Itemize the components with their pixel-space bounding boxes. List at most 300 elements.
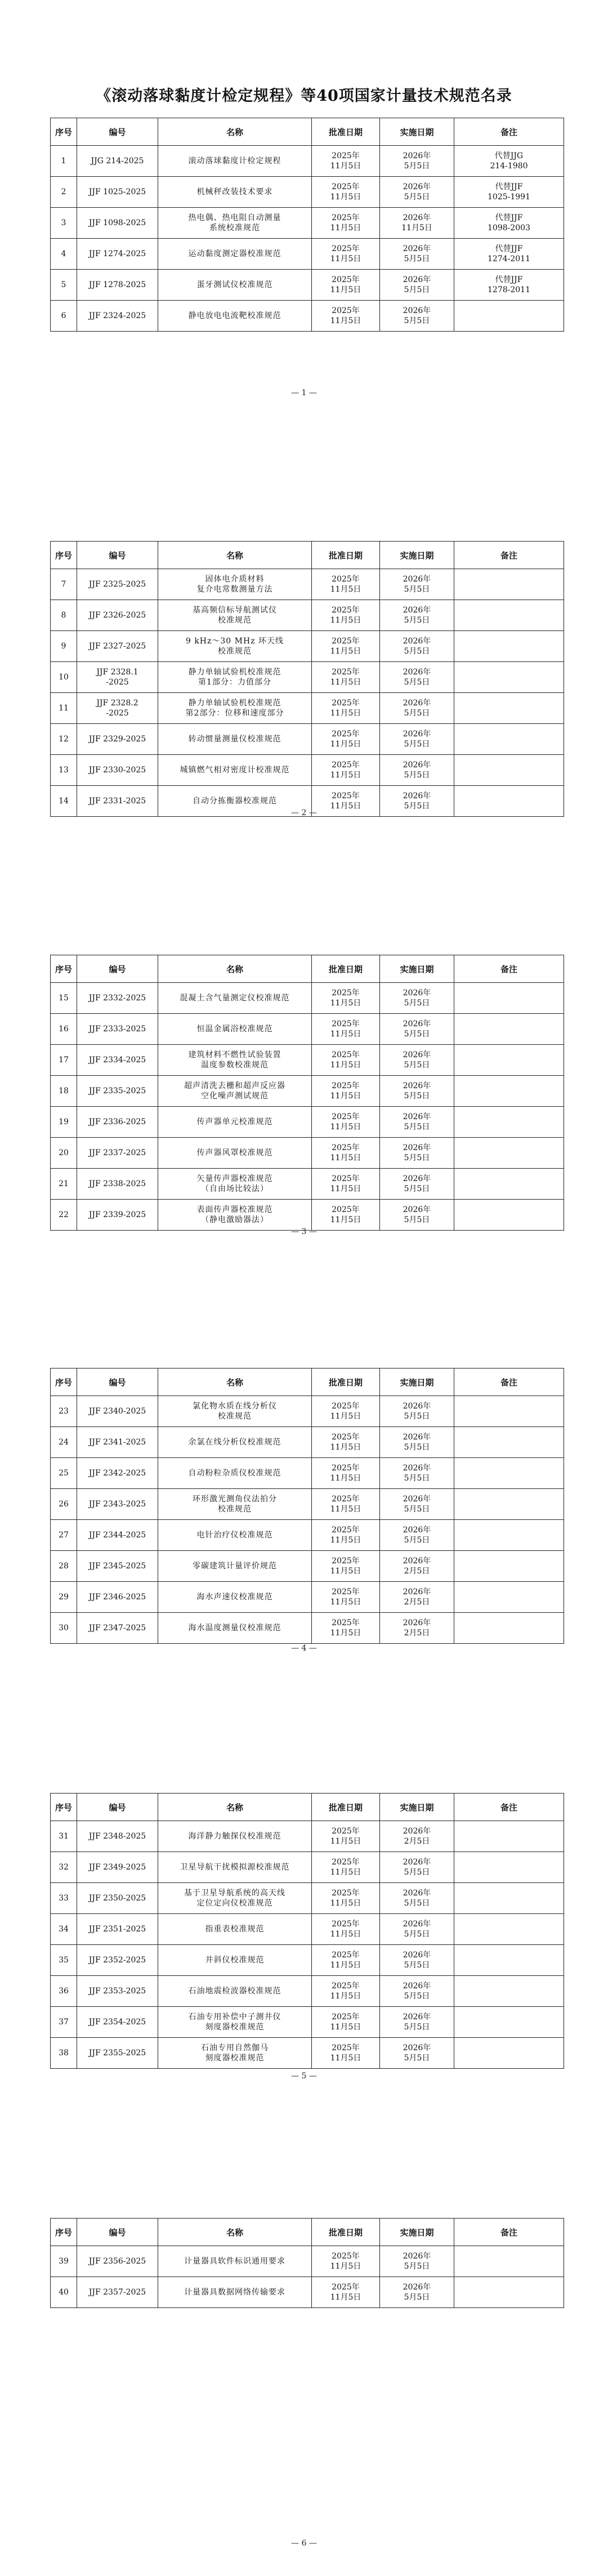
document-title: 《滚动落球黏度计检定规程》等40项国家计量技术规范名录: [96, 87, 512, 105]
cell-approve-date: 2025年 11月5日: [312, 1551, 380, 1582]
cell-name: 井斜仪校准规范: [158, 1945, 312, 1976]
cell-implement-date: 2026年 5月5日: [380, 1014, 454, 1045]
cell-implement-date: 2026年 5月5日: [380, 1852, 454, 1883]
cell-implement-date: 2026年 5月5日: [380, 1489, 454, 1520]
cell-name: 基高频信标导航测试仪 校准规范: [158, 600, 312, 631]
cell-name: 石油专用补偿中子测井仪 刻度器校准规范: [158, 2007, 312, 2038]
cell-idx: 38: [51, 2038, 77, 2069]
cell-idx: 14: [51, 786, 77, 817]
cell-implement-date: 2026年 11月5日: [380, 208, 454, 239]
cell-note: [454, 631, 564, 662]
cell-approve-date: 2025年 11月5日: [312, 239, 380, 270]
cell-note: [454, 693, 564, 724]
header-idx: 序号: [51, 1794, 77, 1821]
cell-name: 转动惯量测量仪校准规范: [158, 724, 312, 755]
cell-code: JJF 2338-2025: [77, 1169, 158, 1200]
cell-idx: 34: [51, 1914, 77, 1945]
cell-idx: 10: [51, 662, 77, 693]
table-row: [51, 2277, 564, 2308]
cell-code: JJF 2344-2025: [77, 1520, 158, 1551]
table-header-row: [51, 1794, 564, 1821]
cell-name: 计量器具数据网络传输要求: [158, 2277, 312, 2308]
cell-implement-date: 2026年 5月5日: [380, 1427, 454, 1458]
cell-name: 热电偶、热电阻自动测量 系统校准规范: [158, 208, 312, 239]
cell-name: 静电放电电流靶校准规范: [158, 301, 312, 332]
cell-idx: 24: [51, 1427, 77, 1458]
header-note: 备注: [454, 955, 564, 983]
header-approve-date: 批准日期: [312, 955, 380, 983]
cell-note: [454, 569, 564, 600]
catalog-table: [50, 118, 564, 332]
cell-approve-date: 2025年 11月5日: [312, 2007, 380, 2038]
cell-name: 静力单轴试验机校准规范 第1部分：力值部分: [158, 662, 312, 693]
cell-note: [454, 1551, 564, 1582]
cell-code: JJF 2327-2025: [77, 631, 158, 662]
cell-name: 电针治疗仪校准规范: [158, 1520, 312, 1551]
cell-code: JJF 2347-2025: [77, 1613, 158, 1644]
table-row: [51, 1427, 564, 1458]
cell-implement-date: 2026年 5月5日: [380, 2277, 454, 2308]
table-row: [51, 1169, 564, 1200]
cell-approve-date: 2025年 11月5日: [312, 301, 380, 332]
header-name: 名称: [158, 2219, 312, 2246]
cell-note: [454, 724, 564, 755]
cell-code: JJF 2326-2025: [77, 600, 158, 631]
cell-approve-date: 2025年 11月5日: [312, 1489, 380, 1520]
cell-approve-date: 2025年 11月5日: [312, 1852, 380, 1883]
cell-implement-date: 2026年 5月5日: [380, 2007, 454, 2038]
cell-note: [454, 1914, 564, 1945]
cell-name: 滚动落球黏度计检定规程: [158, 146, 312, 177]
table-row: [51, 662, 564, 693]
cell-implement-date: 2026年 5月5日: [380, 1914, 454, 1945]
cell-implement-date: 2026年 5月5日: [380, 1138, 454, 1169]
cell-idx: 28: [51, 1551, 77, 1582]
cell-note: [454, 301, 564, 332]
cell-name: 基于卫星导航系统的高天线 定位定向仪校准规范: [158, 1883, 312, 1914]
cell-idx: 7: [51, 569, 77, 600]
cell-implement-date: 2026年 5月5日: [380, 1396, 454, 1427]
header-name: 名称: [158, 542, 312, 569]
cell-note: [454, 1045, 564, 1076]
cell-code: JJF 2329-2025: [77, 724, 158, 755]
cell-approve-date: 2025年 11月5日: [312, 631, 380, 662]
header-code: 编号: [77, 542, 158, 569]
cell-code: JJF 2340-2025: [77, 1396, 158, 1427]
cell-code: JJF 2341-2025: [77, 1427, 158, 1458]
header-code: 编号: [77, 1794, 158, 1821]
cell-approve-date: 2025年 11月5日: [312, 1520, 380, 1551]
cell-code: JJG 214-2025: [77, 146, 158, 177]
cell-approve-date: 2025年 11月5日: [312, 1169, 380, 1200]
table-header-row: [51, 118, 564, 146]
cell-implement-date: 2026年 5月5日: [380, 146, 454, 177]
cell-implement-date: 2026年 5月5日: [380, 631, 454, 662]
cell-name: 固体电介质材料 复介电常数测量方法: [158, 569, 312, 600]
cell-implement-date: 2026年 5月5日: [380, 1945, 454, 1976]
cell-approve-date: 2025年 11月5日: [312, 177, 380, 208]
cell-approve-date: 2025年 11月5日: [312, 569, 380, 600]
cell-name: 机械秤改装技术要求: [158, 177, 312, 208]
table-row: [51, 600, 564, 631]
cell-idx: 13: [51, 755, 77, 786]
table-row: [51, 1945, 564, 1976]
table-row: [51, 1821, 564, 1852]
cell-note: [454, 2277, 564, 2308]
table-row: [51, 301, 564, 332]
header-note: 备注: [454, 542, 564, 569]
cell-code: JJF 2335-2025: [77, 1076, 158, 1107]
cell-implement-date: 2026年 2月5日: [380, 1582, 454, 1613]
cell-approve-date: 2025年 11月5日: [312, 1914, 380, 1945]
cell-name: 零碳建筑计量评价规范: [158, 1551, 312, 1582]
cell-note: [454, 2038, 564, 2069]
cell-idx: 22: [51, 1200, 77, 1231]
cell-name: 自动粉粒杂质仪校准规范: [158, 1458, 312, 1489]
cell-idx: 40: [51, 2277, 77, 2308]
cell-name: 超声清洗去栅和超声反应器 空化噪声测试规范: [158, 1076, 312, 1107]
cell-approve-date: 2025年 11月5日: [312, 1138, 380, 1169]
cell-note: [454, 1852, 564, 1883]
cell-code: JJF 2355-2025: [77, 2038, 158, 2069]
cell-name: 自动分拣衡器校准规范: [158, 786, 312, 817]
cell-code: JJF 2345-2025: [77, 1551, 158, 1582]
cell-name: 恒温金属浴校准规范: [158, 1014, 312, 1045]
cell-code: JJF 2334-2025: [77, 1045, 158, 1076]
cell-name: 城镇燃气相对密度计校准规范: [158, 755, 312, 786]
cell-name: 环形激光测角仪法拍分 校准规范: [158, 1489, 312, 1520]
cell-implement-date: 2026年 5月5日: [380, 600, 454, 631]
header-implement-date: 实施日期: [380, 1794, 454, 1821]
cell-idx: 37: [51, 2007, 77, 2038]
cell-code: JJF 2350-2025: [77, 1883, 158, 1914]
cell-code: JJF 2342-2025: [77, 1458, 158, 1489]
header-code: 编号: [77, 2219, 158, 2246]
cell-implement-date: 2026年 5月5日: [380, 786, 454, 817]
cell-implement-date: 2026年 5月5日: [380, 2038, 454, 2069]
cell-idx: 11: [51, 693, 77, 724]
catalog-table-page: [50, 541, 564, 817]
cell-implement-date: 2026年 2月5日: [380, 1551, 454, 1582]
cell-note: 代替JJF 1098-2003: [454, 208, 564, 239]
cell-note: [454, 2007, 564, 2038]
cell-approve-date: 2025年 11月5日: [312, 1014, 380, 1045]
cell-implement-date: 2026年 2月5日: [380, 1821, 454, 1852]
cell-note: [454, 1520, 564, 1551]
cell-code: JJF 2349-2025: [77, 1852, 158, 1883]
cell-idx: 15: [51, 983, 77, 1014]
table-header-row: [51, 2219, 564, 2246]
header-name: 名称: [158, 1368, 312, 1396]
table-row: [51, 1852, 564, 1883]
table-row: [51, 631, 564, 662]
cell-name: 石油地震检波器校准规范: [158, 1976, 312, 2007]
cell-idx: 39: [51, 2246, 77, 2277]
cell-name: 矢量传声器校准规范 （自由场比较法）: [158, 1169, 312, 1200]
header-code: 编号: [77, 955, 158, 983]
cell-note: [454, 1200, 564, 1231]
cell-name: 9 kHz～30 MHz 环天线 校准规范: [158, 631, 312, 662]
catalog-table-page: [50, 955, 564, 1231]
header-name: 名称: [158, 1794, 312, 1821]
cell-code: JJF 2343-2025: [77, 1489, 158, 1520]
table-header-row: [51, 1368, 564, 1396]
cell-implement-date: 2026年 5月5日: [380, 1520, 454, 1551]
cell-name: 蛋牙测试仪校准规范: [158, 270, 312, 301]
header-name: 名称: [158, 955, 312, 983]
page-number: — 6 —: [291, 2539, 317, 2548]
table-row: [51, 1914, 564, 1945]
cell-approve-date: 2025年 11月5日: [312, 208, 380, 239]
cell-note: [454, 1107, 564, 1138]
cell-idx: 4: [51, 239, 77, 270]
cell-implement-date: 2026年 5月5日: [380, 983, 454, 1014]
page-number: — 4 —: [291, 1644, 317, 1653]
cell-note: [454, 1138, 564, 1169]
header-approve-date: 批准日期: [312, 542, 380, 569]
cell-note: [454, 1883, 564, 1914]
cell-name: 海水声速仪校准规范: [158, 1582, 312, 1613]
cell-name: 静力单轴试验机校准规范 第2部分：位移和速度部分: [158, 693, 312, 724]
cell-approve-date: 2025年 11月5日: [312, 662, 380, 693]
header-idx: 序号: [51, 955, 77, 983]
cell-approve-date: 2025年 11月5日: [312, 1821, 380, 1852]
cell-approve-date: 2025年 11月5日: [312, 1976, 380, 2007]
cell-code: JJF 2337-2025: [77, 1138, 158, 1169]
cell-implement-date: 2026年 5月5日: [380, 270, 454, 301]
catalog-table-page: [50, 2218, 564, 2308]
cell-name: 传声器单元校准规范: [158, 1107, 312, 1138]
table-row: [51, 1138, 564, 1169]
table-row: [51, 1520, 564, 1551]
cell-idx: 29: [51, 1582, 77, 1613]
cell-approve-date: 2025年 11月5日: [312, 1396, 380, 1427]
cell-implement-date: 2026年 5月5日: [380, 755, 454, 786]
cell-idx: 27: [51, 1520, 77, 1551]
cell-code: JJF 1274-2025: [77, 239, 158, 270]
table-row: [51, 2007, 564, 2038]
cell-idx: 30: [51, 1613, 77, 1644]
table-row: [51, 1200, 564, 1231]
cell-idx: 16: [51, 1014, 77, 1045]
cell-note: 代替JJF 1278-2011: [454, 270, 564, 301]
cell-approve-date: 2025年 11月5日: [312, 1107, 380, 1138]
cell-approve-date: 2025年 11月5日: [312, 724, 380, 755]
cell-approve-date: 2025年 11月5日: [312, 2038, 380, 2069]
cell-approve-date: 2025年 11月5日: [312, 983, 380, 1014]
cell-code: JJF 2354-2025: [77, 2007, 158, 2038]
table-row: [51, 569, 564, 600]
table-row: [51, 1396, 564, 1427]
cell-note: [454, 1014, 564, 1045]
cell-note: [454, 1076, 564, 1107]
cell-idx: 32: [51, 1852, 77, 1883]
cell-implement-date: 2026年 5月5日: [380, 693, 454, 724]
cell-note: 代替JJG 214-1980: [454, 146, 564, 177]
cell-code: JJF 1278-2025: [77, 270, 158, 301]
cell-code: JJF 2331-2025: [77, 786, 158, 817]
cell-code: JJF 2336-2025: [77, 1107, 158, 1138]
cell-code: JJF 2352-2025: [77, 1945, 158, 1976]
page-number: — 1 —: [291, 388, 317, 397]
cell-code: JJF 1098-2025: [77, 208, 158, 239]
header-idx: 序号: [51, 118, 77, 146]
table-row: [51, 1976, 564, 2007]
cell-approve-date: 2025年 11月5日: [312, 2277, 380, 2308]
cell-code: JJF 2356-2025: [77, 2246, 158, 2277]
cell-idx: 9: [51, 631, 77, 662]
cell-note: [454, 1582, 564, 1613]
header-implement-date: 实施日期: [380, 1368, 454, 1396]
header-note: 备注: [454, 1794, 564, 1821]
cell-code: JJF 2348-2025: [77, 1821, 158, 1852]
table-row: [51, 693, 564, 724]
cell-note: 代替JJF 1274-2011: [454, 239, 564, 270]
table-header-row: [51, 955, 564, 983]
cell-code: JJF 2324-2025: [77, 301, 158, 332]
cell-approve-date: 2025年 11月5日: [312, 270, 380, 301]
cell-idx: 36: [51, 1976, 77, 2007]
cell-code: JJF 2332-2025: [77, 983, 158, 1014]
catalog-table: [50, 1793, 564, 2069]
table-row: [51, 2038, 564, 2069]
cell-code: JJF 2328.1 -2025: [77, 662, 158, 693]
cell-idx: 33: [51, 1883, 77, 1914]
cell-implement-date: 2026年 5月5日: [380, 662, 454, 693]
cell-implement-date: 2026年 5月5日: [380, 301, 454, 332]
catalog-table-page: [50, 118, 564, 332]
cell-name: 运动黏度测定器校准规范: [158, 239, 312, 270]
cell-approve-date: 2025年 11月5日: [312, 1945, 380, 1976]
header-approve-date: 批准日期: [312, 1368, 380, 1396]
cell-idx: 31: [51, 1821, 77, 1852]
page-number: — 5 —: [291, 2072, 317, 2081]
cell-code: JJF 1025-2025: [77, 177, 158, 208]
table-row: [51, 239, 564, 270]
table-row: [51, 1582, 564, 1613]
table-row: [51, 1489, 564, 1520]
table-row: [51, 1107, 564, 1138]
cell-code: JJF 2353-2025: [77, 1976, 158, 2007]
cell-implement-date: 2026年 5月5日: [380, 1107, 454, 1138]
table-row: [51, 146, 564, 177]
cell-name: 表面传声器校准规范 （静电激励器法）: [158, 1200, 312, 1231]
header-approve-date: 批准日期: [312, 2219, 380, 2246]
cell-implement-date: 2026年 5月5日: [380, 569, 454, 600]
cell-note: [454, 1489, 564, 1520]
header-note: 备注: [454, 2219, 564, 2246]
cell-idx: 19: [51, 1107, 77, 1138]
cell-note: [454, 1396, 564, 1427]
header-note: 备注: [454, 118, 564, 146]
cell-implement-date: 2026年 5月5日: [380, 1045, 454, 1076]
cell-implement-date: 2026年 2月5日: [380, 1613, 454, 1644]
cell-approve-date: 2025年 11月5日: [312, 1045, 380, 1076]
cell-idx: 2: [51, 177, 77, 208]
cell-idx: 23: [51, 1396, 77, 1427]
cell-note: [454, 983, 564, 1014]
table-row: [51, 983, 564, 1014]
cell-implement-date: 2026年 5月5日: [380, 239, 454, 270]
cell-implement-date: 2026年 5月5日: [380, 1458, 454, 1489]
header-implement-date: 实施日期: [380, 542, 454, 569]
cell-code: JJF 2346-2025: [77, 1582, 158, 1613]
cell-approve-date: 2025年 11月5日: [312, 600, 380, 631]
cell-implement-date: 2026年 5月5日: [380, 1976, 454, 2007]
cell-approve-date: 2025年 11月5日: [312, 1458, 380, 1489]
cell-note: [454, 600, 564, 631]
cell-code: JJF 2325-2025: [77, 569, 158, 600]
cell-name: 混凝土含气量测定仪校准规范: [158, 983, 312, 1014]
cell-implement-date: 2026年 5月5日: [380, 1200, 454, 1231]
cell-code: JJF 2330-2025: [77, 755, 158, 786]
cell-approve-date: 2025年 11月5日: [312, 1076, 380, 1107]
cell-approve-date: 2025年 11月5日: [312, 1582, 380, 1613]
cell-name: 指重表校准规范: [158, 1914, 312, 1945]
cell-note: [454, 1427, 564, 1458]
cell-name: 卫星导航干扰模拟源校准规范: [158, 1852, 312, 1883]
header-approve-date: 批准日期: [312, 118, 380, 146]
catalog-table: [50, 541, 564, 817]
cell-name: 海水温度测量仪校准规范: [158, 1613, 312, 1644]
cell-note: [454, 1821, 564, 1852]
table-row: [51, 270, 564, 301]
page-number: — 3 —: [291, 1227, 317, 1236]
catalog-table: [50, 2218, 564, 2308]
cell-approve-date: 2025年 11月5日: [312, 2246, 380, 2277]
header-code: 编号: [77, 118, 158, 146]
page-number: — 2 —: [291, 808, 317, 817]
header-implement-date: 实施日期: [380, 118, 454, 146]
cell-name: 石油专用自然伽马 刻度器校准规范: [158, 2038, 312, 2069]
cell-implement-date: 2026年 5月5日: [380, 2246, 454, 2277]
cell-note: [454, 2246, 564, 2277]
catalog-table-page: [50, 1793, 564, 2069]
cell-idx: 8: [51, 600, 77, 631]
table-row: [51, 1045, 564, 1076]
catalog-table-page: [50, 1368, 564, 1644]
cell-name: 建筑材料不燃性试验装置 温度参数校准规范: [158, 1045, 312, 1076]
cell-name: 氯化物水质在线分析仪 校准规范: [158, 1396, 312, 1427]
cell-idx: 1: [51, 146, 77, 177]
cell-approve-date: 2025年 11月5日: [312, 693, 380, 724]
cell-idx: 6: [51, 301, 77, 332]
cell-idx: 25: [51, 1458, 77, 1489]
cell-implement-date: 2026年 5月5日: [380, 724, 454, 755]
header-implement-date: 实施日期: [380, 955, 454, 983]
catalog-table: [50, 1368, 564, 1644]
cell-idx: 20: [51, 1138, 77, 1169]
cell-note: [454, 1458, 564, 1489]
cell-idx: 18: [51, 1076, 77, 1107]
cell-approve-date: 2025年 11月5日: [312, 786, 380, 817]
header-note: 备注: [454, 1368, 564, 1396]
cell-name: 计量器具软件标识通用要求: [158, 2246, 312, 2277]
table-row: [51, 177, 564, 208]
cell-approve-date: 2025年 11月5日: [312, 1883, 380, 1914]
cell-implement-date: 2026年 5月5日: [380, 177, 454, 208]
cell-implement-date: 2026年 5月5日: [380, 1076, 454, 1107]
cell-idx: 12: [51, 724, 77, 755]
header-code: 编号: [77, 1368, 158, 1396]
cell-note: [454, 1945, 564, 1976]
cell-code: JJF 2351-2025: [77, 1914, 158, 1945]
table-row: [51, 208, 564, 239]
cell-note: [454, 662, 564, 693]
cell-note: [454, 1976, 564, 2007]
cell-name: 海洋静力触探仪校准规范: [158, 1821, 312, 1852]
cell-approve-date: 2025年 11月5日: [312, 1613, 380, 1644]
